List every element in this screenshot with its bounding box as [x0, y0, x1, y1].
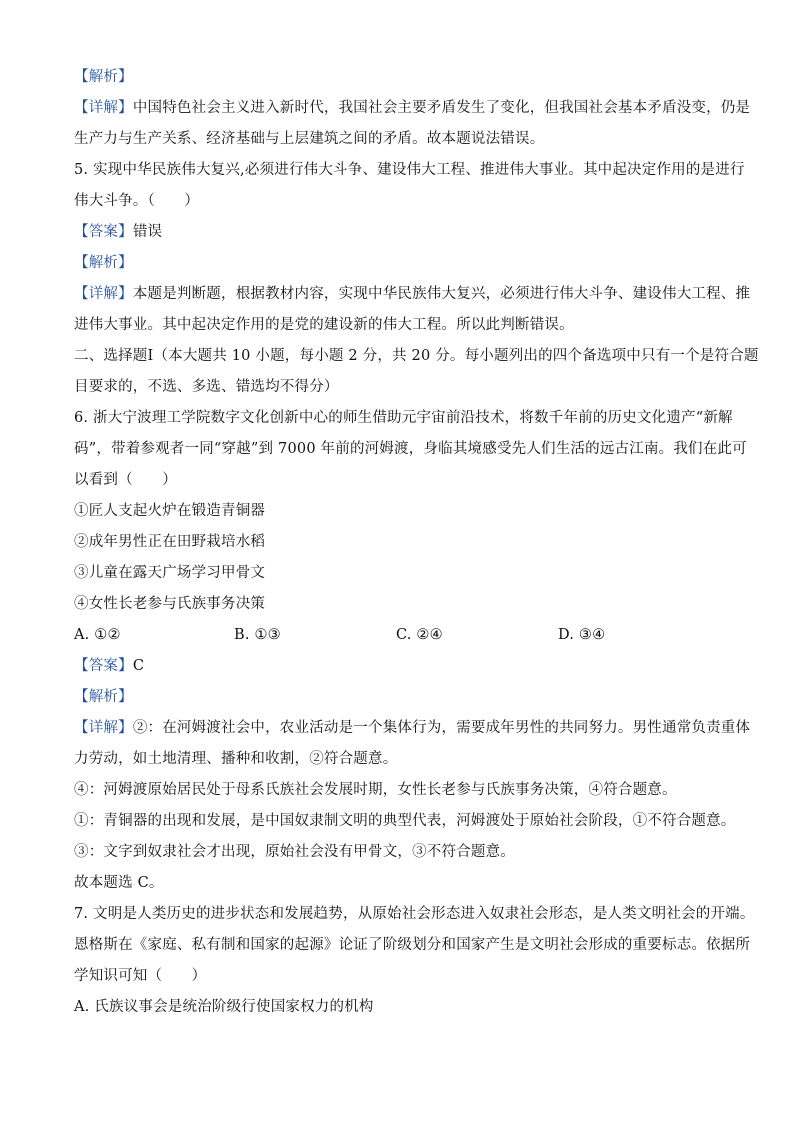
question-7-stem: 7. 文明是人类历史的进步状态和发展趋势，从原始社会形态进入奴隶社会形态，是人类文明社会的开端。 [74, 906, 755, 922]
answer-value: C [132, 658, 145, 674]
section-heading: 二、选择题Ⅰ（本大题共 10 小题，每小题 2 分，共 20 分。每小题列出的四个备选项中只有一个是符合题 [74, 348, 759, 364]
answer-options [74, 620, 730, 651]
option-a: A. ①② [74, 627, 121, 643]
detail-line: 生产力与生产关系、经济基础与上层建筑之间的矛盾。故本题说法错误。 [74, 131, 545, 147]
statement-item: ④女性长老参与氏族事务决策 [74, 596, 266, 612]
detail-line: 力劳动，如土地清理、播种和收割，②符合题意。 [74, 751, 398, 767]
detail-tag: 【详解】 [74, 720, 133, 736]
detail-line: 【详解】②：在河姆渡社会中，农业活动是一个集体行为，需要成年男性的共同努力。男性通常负责重体 [74, 720, 751, 736]
question-7-stem: 恩格斯在《家庭、私有制和国家的起源》论证了阶级划分和国家产生是文明社会形成的重要标志。依据所 [74, 937, 751, 953]
detail-line: 【详解】中国特色社会主义进入新时代，我国社会主要矛盾发生了变化，但我国社会基本矛盾没变，仍是 [74, 100, 751, 116]
question-6-stem: 6. 浙大宁波理工学院数字文化创新中心的师生借助元宇宙前沿技术，将数千年前的历史文化遗产“新解 [74, 410, 733, 426]
statement-item: ②成年男性正在田野栽培水稻 [74, 534, 266, 550]
detail-line: ④：河姆渡原始居民处于母系氏族社会发展时期，女性长老参与氏族事务决策，④符合题意。 [74, 782, 677, 798]
question-5-stem: 5. 实现中华民族伟大复兴,必须进行伟大斗争、建设伟大工程、推进伟大事业。其中起决定作用的是进行 [74, 162, 745, 178]
question-7-stem: 学知识可知（ ） [74, 968, 207, 984]
option-a: A. 氏族议事会是统治阶级行使国家权力的机构 [74, 999, 374, 1015]
detail-tag: 【详解】 [74, 100, 133, 116]
detail-line: 故本题选 C。 [74, 875, 164, 891]
page-content [74, 62, 759, 1023]
analysis-heading: 【解析】 [74, 69, 133, 85]
answer-line [74, 651, 730, 682]
option-c: C. ②④ [396, 627, 443, 643]
answer-tag: 【答案】 [74, 224, 133, 240]
answer-value: 错误 [132, 224, 163, 240]
section-heading: 目要求的，不选、多选、错选均不得分） [74, 379, 339, 395]
detail-line: ①：青铜器的出现和发展，是中国奴隶制文明的典型代表，河姆渡处于原始社会阶段，①不符合题意。 [74, 813, 736, 829]
answer-tag: 【答案】 [74, 658, 133, 674]
detail-tag: 【详解】 [74, 286, 133, 302]
statement-item: ①匠人支起火炉在锻造青铜器 [74, 503, 266, 519]
analysis-heading: 【解析】 [74, 689, 133, 705]
question-6-stem: 以看到（ ） [74, 472, 177, 488]
answer-line [74, 217, 730, 248]
option-b: B. ①③ [234, 627, 281, 643]
detail-line: 进伟大事业。其中起决定作用的是党的建设新的伟大工程。所以此判断错误。 [74, 317, 574, 333]
question-6-stem: 码”，带着参观者一同“穿越”到 7000 年前的河姆渡，身临其境感受先人们生活的远古江南。我们在此可 [74, 441, 747, 457]
analysis-heading: 【解析】 [74, 255, 133, 271]
detail-line: ③：文字到奴隶社会才出现，原始社会没有甲骨文，③不符合题意。 [74, 844, 515, 860]
question-5-stem: 伟大斗争。（ ） [74, 193, 200, 209]
statement-item: ③儿童在露天广场学习甲骨文 [74, 565, 266, 581]
detail-line: 【详解】本题是判断题，根据教材内容，实现中华民族伟大复兴，必须进行伟大斗争、建设伟大工程、推 [74, 286, 751, 302]
option-d: D. ③④ [558, 627, 606, 643]
